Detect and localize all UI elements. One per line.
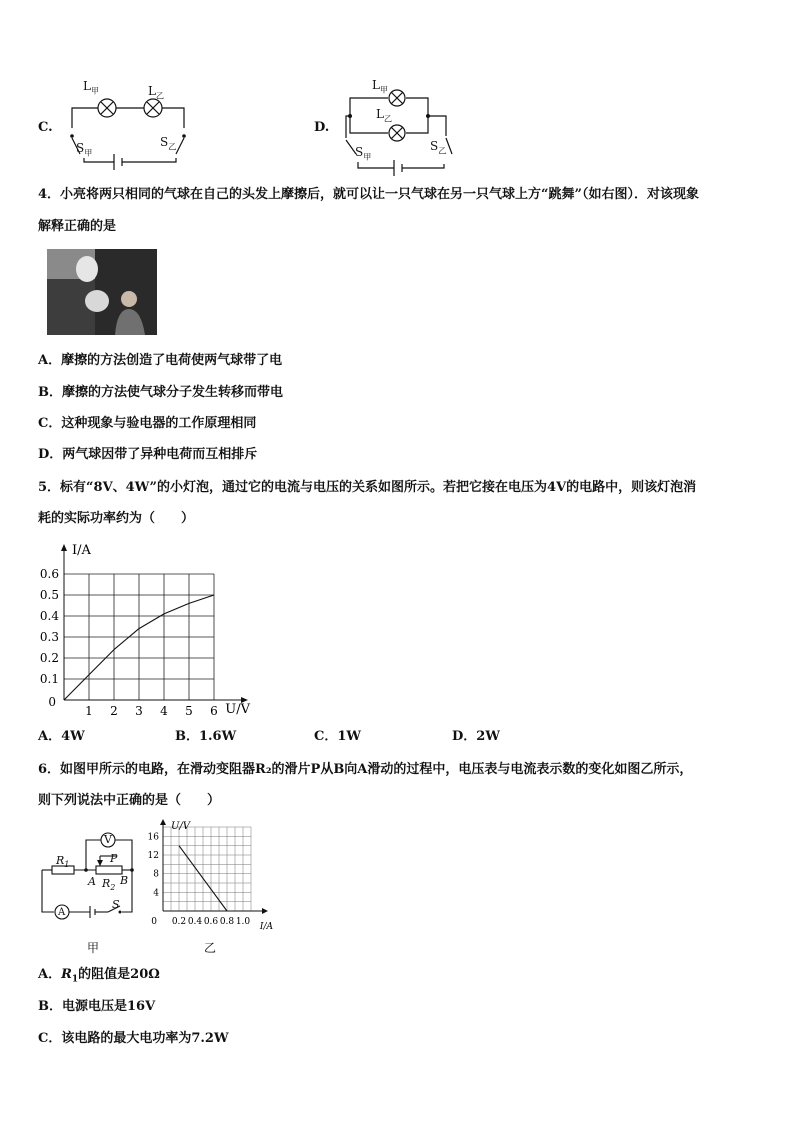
- question-5-line-1: 5．标有“8V、4W”的小灯泡，通过它的电流与电压的关系如图所示。若把它接在电压为4V的电路中，则该灯泡消: [38, 480, 697, 495]
- x-tick-label: 3: [135, 704, 143, 718]
- switch-icon: [446, 138, 452, 154]
- y-axis-label: I/A: [72, 543, 91, 558]
- y-tick-label: 0.5: [39, 588, 59, 602]
- circuit-c-diagram: [60, 78, 200, 173]
- x-tick-label: 5: [185, 704, 193, 718]
- iv-curve-chart: [30, 538, 280, 723]
- ui-line-chart: [145, 817, 285, 942]
- x-tick-label: 0.8: [219, 917, 235, 927]
- question-5-option-b[interactable]: B．1.6W: [175, 729, 237, 744]
- y-axis-label: U/V: [171, 821, 191, 832]
- y-tick-label: 0.6: [39, 567, 59, 581]
- option-c-label: C.: [38, 120, 53, 135]
- y-tick-label: 0.4: [39, 609, 59, 623]
- x-axis-arrow: [262, 908, 268, 914]
- resistor-r2-icon: [96, 866, 122, 874]
- question-4-option-a[interactable]: A．摩擦的方法创造了电荷使两气球带了电: [38, 353, 283, 368]
- y-tick-label: 0.2: [39, 651, 59, 665]
- y-tick-label: 12: [147, 851, 159, 861]
- question-5-line-2: 耗的实际功率约为（ ）: [38, 511, 195, 526]
- lamp-jia-label: $L_甲$: [83, 79, 99, 96]
- question-4-option-c[interactable]: C．这种现象与验电器的工作原理相同: [38, 416, 257, 431]
- question-6-option-c[interactable]: C．该电路的最大电功率为7.2W: [38, 1031, 229, 1046]
- question-4-line-1: 4．小亮将两只相同的气球在自己的头发上摩擦后，就可以让一只气球在另一只气球上方“跳舞”（如右图）．对该现象: [38, 187, 700, 202]
- switch-s-label: S: [112, 898, 120, 911]
- ammeter-label: A: [58, 907, 66, 918]
- question-4-option-b[interactable]: B．摩擦的方法使气球分子发生转移而带电: [38, 385, 283, 400]
- x-tick-label: 4: [160, 704, 168, 718]
- circuit-jia-caption: 甲: [87, 941, 100, 955]
- x-tick-label: 2: [110, 704, 118, 718]
- x-tick-label: 1.0: [235, 917, 251, 927]
- r2-label: $R_2$: [102, 877, 116, 893]
- question-6-line-1: 6．如图甲所示的电路，在滑动变阻器R₂的滑片P从B向A滑动的过程中，电压表与电流表示数的变化如图乙所示，: [38, 762, 693, 777]
- slider-p-label: P: [110, 852, 118, 865]
- y-axis-arrow: [61, 544, 67, 551]
- switch-jia-label: $S_甲$: [76, 141, 93, 158]
- origin-label: 0: [48, 695, 56, 709]
- switch-jia-label: $S_甲$: [355, 145, 372, 162]
- question-4-option-d[interactable]: D．两气球因带了异种电荷而互相排斥: [38, 447, 258, 462]
- r1-label: $R_1$: [56, 854, 70, 870]
- switch-yi-label: $S_乙$: [430, 139, 447, 156]
- x-axis-label: U/V: [225, 702, 250, 717]
- lamp-yi-label: $L_乙$: [148, 84, 164, 101]
- voltmeter-label: V: [104, 833, 112, 846]
- graph-yi-caption: 乙: [204, 941, 217, 955]
- x-tick-label: 0.2: [171, 917, 187, 927]
- question-6-option-b[interactable]: B．电源电压是16V: [38, 999, 156, 1014]
- switch-yi-label: $S_乙$: [160, 135, 177, 152]
- question-5-option-a[interactable]: A．4W: [38, 729, 85, 744]
- question-6-option-a[interactable]: A．$R_1$的阻值是20Ω: [38, 967, 160, 985]
- question-4-line-2: 解释正确的是: [38, 219, 117, 234]
- x-tick-label: 6: [210, 704, 218, 718]
- circuit-d-diagram: [338, 78, 468, 178]
- y-tick-label: 16: [147, 832, 159, 843]
- x-tick-label: 1: [85, 704, 93, 718]
- x-tick-label: 0.4: [187, 917, 203, 927]
- question-5-option-d[interactable]: D．2W: [452, 729, 500, 744]
- option-d-label: D.: [314, 120, 330, 135]
- question-5-option-c[interactable]: C．1W: [314, 729, 361, 744]
- y-tick-label: 8: [153, 869, 159, 880]
- y-tick-label: 0.1: [39, 672, 59, 686]
- origin-label: 0: [151, 917, 157, 927]
- x-tick-label: 0.6: [203, 917, 219, 927]
- y-axis-arrow: [160, 819, 166, 825]
- x-axis-label: I/A: [259, 922, 273, 932]
- balloon-photo-illustration: [47, 249, 157, 335]
- terminal-b-label: B: [120, 874, 129, 887]
- y-tick-label: 4: [153, 888, 159, 899]
- lamp-yi-label: $L_乙$: [376, 107, 392, 124]
- lamp-jia-label: $L_甲$: [372, 78, 388, 95]
- terminal-a-label: A: [88, 875, 96, 888]
- question-6-line-2: 则下列说法中正确的是（ ）: [38, 793, 221, 808]
- y-tick-label: 0.3: [39, 630, 59, 644]
- balloon-photo: [47, 249, 157, 335]
- switch-icon: [176, 138, 184, 154]
